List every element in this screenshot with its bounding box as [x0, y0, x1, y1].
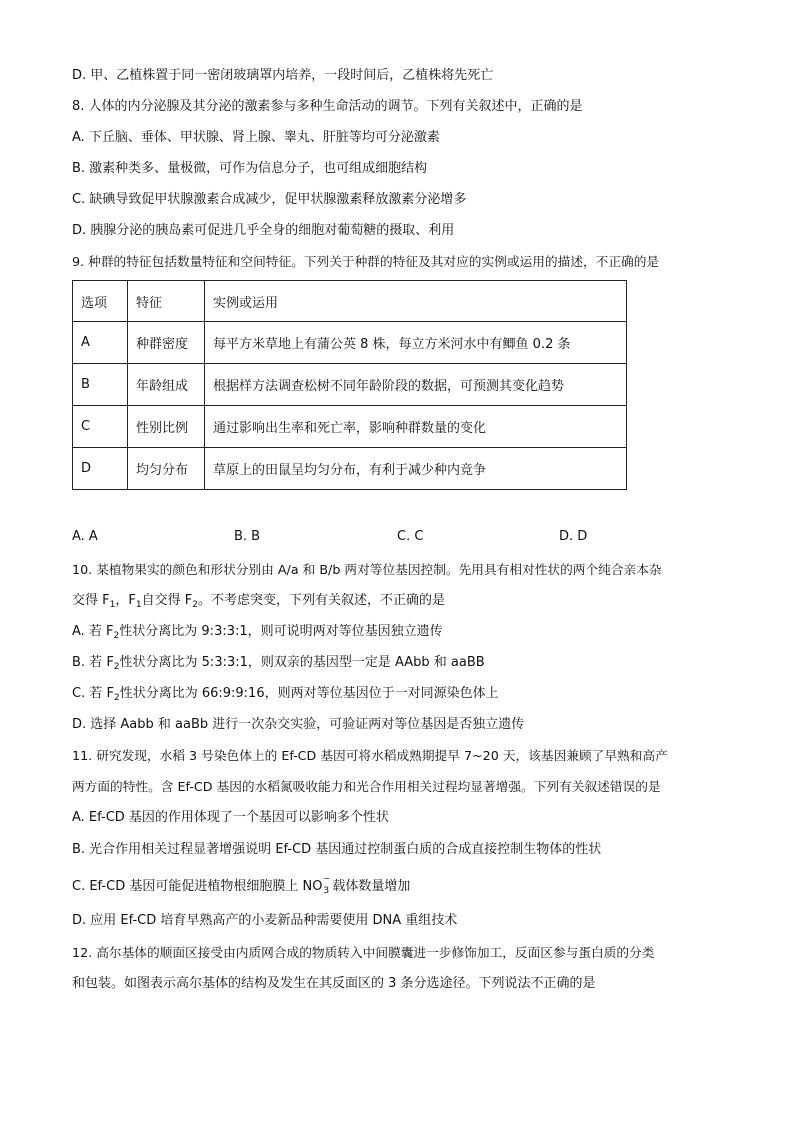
option-text: 性状分离比为 66:9:9:16，则两对等位基因位于一对同源染色体上 — [119, 686, 499, 701]
table-cell: 每平方米草地上有蒲公英 8 株，每立方米河水中有鲫鱼 0.2 条 — [205, 322, 627, 364]
q10-stem-text: 。不考虑突变，下列有关叙述，不正确的是 — [197, 593, 445, 608]
q10-stem-text: 交得 F — [72, 593, 110, 608]
q8-option-c: C. 缺碘导致促甲状腺激素合成减少，促甲状腺激素释放激素分泌增多 — [72, 192, 467, 207]
q11-option-b: B. 光合作用相关过程显著增强说明 Ef-CD 基因通过控制蛋白质的合成直接控制生物体的性状 — [72, 842, 602, 857]
q10-stem-line2 — [72, 592, 445, 614]
subscript: 2 — [113, 662, 120, 672]
option-text: A. 若 F — [72, 624, 114, 639]
table-cell: 年龄组成 — [128, 364, 205, 406]
option-text: C. 若 F — [72, 686, 114, 701]
table-row — [73, 406, 627, 448]
q8-option-b: B. 激素种类多、量极微，可作为信息分子，也可组成细胞结构 — [72, 161, 428, 176]
table-header-cell: 特征 — [128, 281, 205, 322]
table-cell: 草原上的田鼠呈均匀分布，有利于减少种内竞争 — [205, 448, 627, 490]
q7-option-d: D. 甲、乙植株置于同一密闭玻璃罩内培养，一段时间后，乙植株将先死亡 — [72, 68, 494, 83]
q9-table — [72, 280, 627, 490]
q10-stem-text: ，F — [115, 593, 136, 608]
subscript: 2 — [113, 693, 120, 703]
q8-stem: 8. 人体的内分泌腺及其分泌的激素参与多种生命活动的调节。下列有关叙述中，正确的是 — [72, 99, 583, 114]
option-text: B. 若 F — [72, 655, 114, 670]
subscript: 2 — [192, 600, 198, 610]
q9-choice-c: C. C — [397, 529, 424, 544]
table-header-cell: 选项 — [73, 281, 128, 322]
table-header-cell: 实例或运用 — [205, 281, 627, 322]
table-cell: C — [73, 406, 128, 448]
q10-option-a — [72, 623, 443, 645]
option-text: C. Ef-CD 基因可能促进植物根细胞膜上 NO — [72, 879, 323, 894]
q9-choice-b: B. B — [234, 529, 261, 544]
q11-option-d: D. 应用 Ef-CD 培育早熟高产的小麦新品种需要使用 DNA 重组技术 — [72, 913, 458, 928]
subscript: 1 — [135, 600, 142, 610]
q10-stem-text: 自交得 F — [141, 593, 193, 608]
q12-stem-line1: 12. 高尔基体的顺面区接受由内质网合成的物质转入中间膜囊进一步修饰加工，反面区参与蛋白质的分类 — [72, 945, 655, 960]
q10-option-c — [72, 685, 499, 707]
table-cell: 均匀分布 — [128, 448, 205, 490]
q10-option-b — [72, 654, 485, 676]
table-row — [73, 322, 627, 364]
table-cell: D — [73, 448, 128, 490]
subscript: 1 — [109, 600, 116, 610]
subscript: 3 — [323, 886, 330, 896]
table-cell: 通过影响出生率和死亡率，影响种群数量的变化 — [205, 406, 627, 448]
q10-stem-line1: 10. 某植物果实的颜色和形状分别由 A/a 和 B/b 两对等位基因控制。先用具有相对性状的两个纯合亲本杂 — [72, 562, 662, 577]
table-cell: B — [73, 364, 128, 406]
q11-stem-line2: 两方面的特性。含 Ef-CD 基因的水稻氮吸收能力和光合作用相关过程均显著增强。下列有关叙述错误的是 — [72, 779, 661, 794]
q11-option-c — [72, 876, 410, 896]
q11-stem-line1: 11. 研究发现，水稻 3 号染色体上的 Ef-CD 基因可将水稻成熟期提早 7~20 天，该基因兼顾了早熟和高产 — [72, 748, 668, 763]
option-text: 载体数量增加 — [332, 879, 411, 894]
table-cell: 性别比例 — [128, 406, 205, 448]
q9-choice-a: A. A — [72, 529, 98, 544]
q12-stem-line2: 和包装。如图表示高尔基体的结构及发生在其反面区的 3 条分选途径。下列说法不正确的是 — [72, 976, 596, 991]
q9-stem: 9. 种群的特征包括数量特征和空间特征。下列关于种群的特征及其对应的实例或运用的描述，不正确的是 — [72, 254, 660, 269]
table-row — [73, 364, 627, 406]
q11-option-a: A. Ef-CD 基因的作用体现了一个基因可以影响多个性状 — [72, 810, 389, 825]
table-cell: A — [73, 322, 128, 364]
q10-option-d: D. 选择 Aabb 和 aaBb 进行一次杂交实验，可验证两对等位基因是否独立遗传 — [72, 717, 525, 732]
subscript: 2 — [113, 631, 120, 641]
option-text: 性状分离比为 9:3:3:1，则可说明两对等位基因独立遗传 — [119, 624, 443, 639]
q8-option-d: D. 胰腺分泌的胰岛素可促进几乎全身的细胞对葡萄糖的摄取、利用 — [72, 223, 455, 238]
table-cell: 根据样方法调查松树不同年龄阶段的数据，可预测其变化趋势 — [205, 364, 627, 406]
option-text: 性状分离比为 5:3:3:1，则双亲的基因型一定是 AAbb 和 aaBB — [119, 655, 485, 670]
q8-option-a: A. 下丘脑、垂体、甲状腺、肾上腺、睾丸、肝脏等均可分泌激素 — [72, 130, 440, 145]
table-row — [73, 448, 627, 490]
superscript: − — [323, 874, 331, 883]
table-header-row — [73, 281, 627, 322]
table-cell: 种群密度 — [128, 322, 205, 364]
q9-choice-d: D. D — [559, 529, 588, 544]
